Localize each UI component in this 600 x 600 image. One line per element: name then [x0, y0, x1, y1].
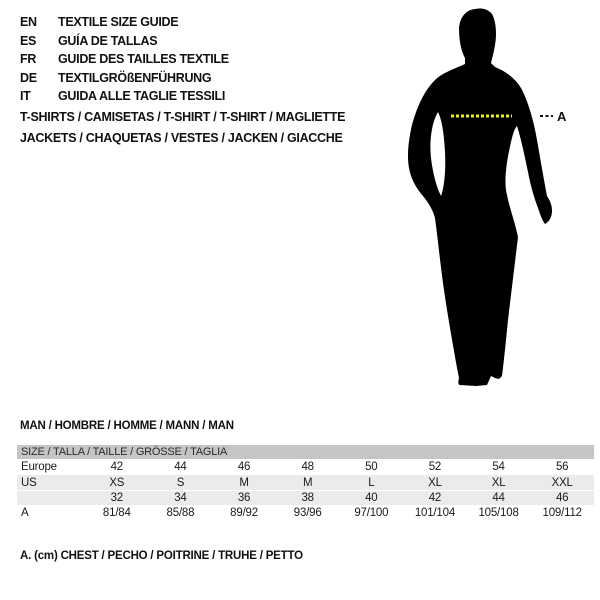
list-item [20, 50, 229, 69]
table-cell: 109/112 [542, 507, 582, 519]
table-cell: 46 [237, 461, 251, 473]
table-cell: 48 [301, 461, 314, 473]
table-cell: 50 [365, 461, 378, 473]
table-cell: 44 [492, 492, 505, 504]
list-item [20, 87, 229, 106]
size-table-header: SIZE / TALLA / TAILLE / GRÖSSE / TAGLIA [17, 445, 594, 459]
man-silhouette [408, 9, 552, 386]
table-cell: L [368, 476, 375, 489]
table-cell: XXL [551, 476, 573, 489]
table-row-chest-cm [17, 505, 594, 521]
tshirts-line: T-SHIRTS / CAMISETAS / T-SHIRT / T-SHIRT / MAGLIETTE [20, 110, 346, 124]
table-cell: 38 [301, 492, 314, 504]
guide-title: GUÍA DE TALLAS [58, 33, 158, 48]
garment-categories [20, 107, 345, 149]
table-cell: XL [491, 476, 506, 489]
jackets-line: JACKETS / CHAQUETAS / VESTES / JACKEN / GIACCHE [20, 131, 343, 145]
language-code: FR [20, 52, 37, 67]
table-cell: 46 [555, 492, 569, 504]
table-cell: 56 [555, 461, 569, 473]
table-cell: S [176, 476, 185, 489]
table-cell: 42 [428, 492, 442, 504]
language-guide-list [20, 13, 229, 106]
table-cell: 101/104 [414, 507, 456, 519]
table-cell: M [239, 476, 249, 489]
table-row-europe [17, 459, 594, 475]
language-code: DE [20, 70, 37, 85]
man-silhouette-diagram [400, 0, 590, 395]
guide-title: GUIDE DES TAILLES TEXTILE [58, 52, 229, 67]
guide-title: TEXTILGRÖßENFÜHRUNG [58, 70, 212, 85]
table-cell: XS [109, 476, 125, 489]
row-label: US [21, 476, 37, 489]
table-cell: 40 [365, 492, 378, 504]
row-label: A [21, 507, 29, 519]
table-cell: 85/88 [166, 507, 195, 519]
guide-title: GUIDA ALLE TAGLIE TESSILI [58, 89, 226, 104]
list-item [20, 13, 229, 32]
language-code: IT [20, 89, 31, 104]
table-cell: 81/84 [102, 507, 131, 519]
table-row-us-numeric [17, 490, 594, 505]
table-cell: XL [428, 476, 442, 489]
size-table [17, 445, 594, 521]
language-code: EN [20, 15, 37, 30]
section-heading-man: MAN / HOMBRE / HOMME / MANN / MAN [20, 420, 234, 432]
row-label: Europe [21, 461, 57, 473]
guide-title: TEXTILE SIZE GUIDE [58, 15, 179, 30]
table-cell: 36 [237, 492, 251, 504]
table-cell: 32 [110, 492, 124, 504]
table-cell: 44 [174, 461, 187, 473]
language-code: ES [20, 33, 37, 48]
table-row-us [17, 475, 594, 490]
list-item [20, 32, 229, 51]
table-cell: 97/100 [354, 507, 389, 519]
table-cell: 54 [492, 461, 505, 473]
list-item [20, 69, 229, 88]
table-cell: 42 [110, 461, 124, 473]
table-cell: 34 [174, 492, 187, 504]
measurement-label-a: A [557, 109, 567, 124]
table-cell: 105/108 [478, 507, 519, 519]
table-cell: 52 [428, 461, 442, 473]
measurement-footnote: A. (cm) CHEST / PECHO / POITRINE / TRUHE / PETTO [20, 550, 303, 562]
table-cell: 93/96 [293, 507, 322, 519]
table-cell: 89/92 [230, 507, 258, 519]
table-cell: M [302, 476, 313, 489]
